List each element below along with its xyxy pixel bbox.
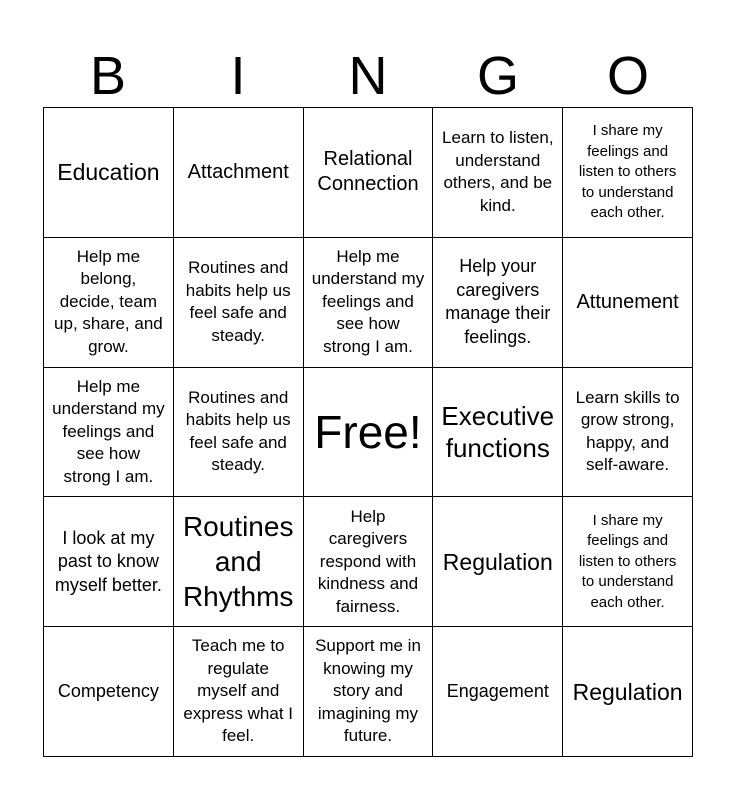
bingo-cell-r1c5[interactable] [563, 108, 693, 238]
header-letter-o: O [606, 46, 649, 106]
cell-text: Help me understand my feelings and see how strong I am. [52, 376, 165, 486]
cell-text: Help your caregivers manage their feelings. [445, 256, 551, 347]
cell-text: I look at my past to know myself better. [54, 527, 162, 595]
cell-text: Attachment [187, 160, 289, 183]
free-space-label: Free! [314, 405, 422, 458]
bingo-cell-r2c4[interactable] [433, 238, 563, 368]
cell-text: I share my feelings and listen to others to understand each other. [578, 122, 677, 222]
cell-text: Executive functions [441, 400, 555, 463]
cell-text: Learn skills to grow strong, happy, and self-aware. [575, 387, 680, 475]
cell-text: Learn to listen, understand others, and be kind. [442, 128, 554, 215]
bingo-cell-r5c2[interactable] [174, 627, 304, 757]
bingo-cell-r2c2[interactable] [174, 238, 304, 368]
cell-text: Engagement [446, 680, 549, 701]
bingo-cell-r2c5[interactable] [563, 238, 693, 368]
bingo-cell-r4c1[interactable] [44, 497, 174, 627]
cell-text: Routines and habits help us feel safe and steady. [185, 387, 291, 475]
cell-text: Regulation [572, 678, 683, 705]
header-letter-n: N [348, 46, 388, 106]
cell-text: Attunement [576, 290, 679, 313]
bingo-grid [43, 107, 693, 757]
cell-text: Help caregivers respond with kindness and fairness. [317, 506, 419, 616]
bingo-cell-r5c3[interactable] [304, 627, 434, 757]
header-letter-g: G [476, 46, 519, 106]
cell-text: Teach me to regulate myself and express what I feel. [183, 636, 293, 746]
cell-text: I share my feelings and listen to others to understand each other. [578, 511, 677, 611]
cell-text: Education [57, 159, 160, 186]
header-letter-b: B [89, 46, 127, 106]
bingo-cell-r3c2[interactable] [174, 368, 304, 498]
bingo-header [43, 48, 693, 104]
bingo-cell-free[interactable] [304, 368, 434, 498]
bingo-cell-r2c3[interactable] [304, 238, 434, 368]
bingo-cell-r4c3[interactable] [304, 497, 434, 627]
bingo-cell-r4c5[interactable] [563, 497, 693, 627]
bingo-cell-r4c4[interactable] [433, 497, 563, 627]
cell-text: Relational Connection [317, 148, 419, 196]
cell-text: Help me understand my feelings and see how strong I am. [311, 246, 425, 356]
bingo-cell-r1c4[interactable] [433, 108, 563, 238]
cell-text: Competency [57, 680, 159, 701]
bingo-cell-r1c1[interactable] [44, 108, 174, 238]
bingo-cell-r3c5[interactable] [563, 368, 693, 498]
bingo-cell-r5c1[interactable] [44, 627, 174, 757]
bingo-cell-r4c2[interactable] [174, 497, 304, 627]
bingo-cell-r5c5[interactable] [563, 627, 693, 757]
bingo-cell-r1c2[interactable] [174, 108, 304, 238]
cell-text: Help me belong, decide, team up, share, and grow. [54, 246, 163, 356]
bingo-cell-r1c3[interactable] [304, 108, 434, 238]
cell-text: Support me in knowing my story and imagining my future. [315, 636, 421, 746]
header-letter-i: I [230, 46, 246, 106]
cell-text: Regulation [442, 548, 553, 575]
bingo-cell-r3c1[interactable] [44, 368, 174, 498]
bingo-cell-r2c1[interactable] [44, 238, 174, 368]
bingo-cell-r3c4[interactable] [433, 368, 563, 498]
cell-text: Routines and habits help us feel safe and steady. [185, 258, 291, 345]
bingo-cell-r5c4[interactable] [433, 627, 563, 757]
cell-text: Routines and Rhythms [182, 511, 294, 613]
